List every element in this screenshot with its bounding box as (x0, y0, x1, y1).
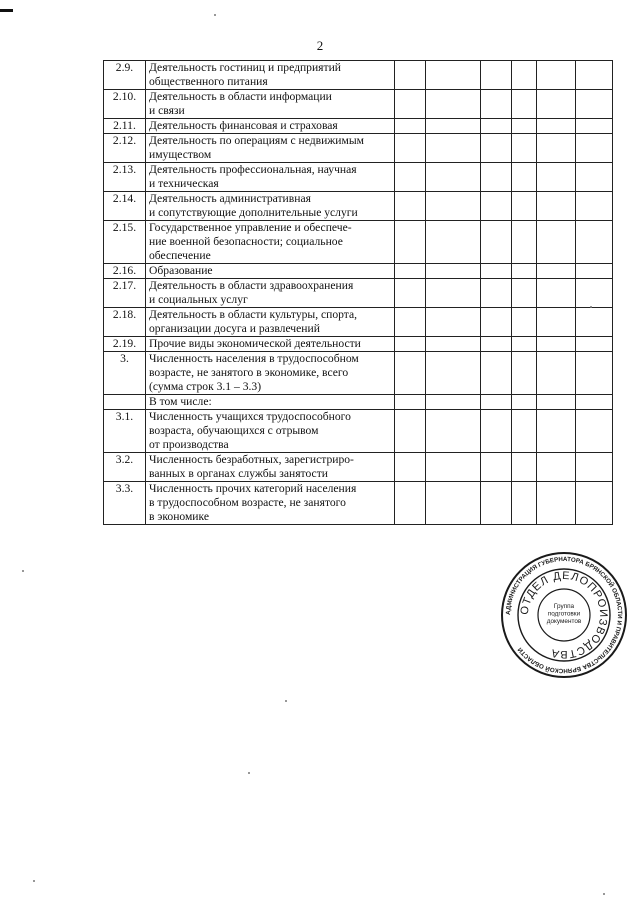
row-number: 2.17. (104, 279, 146, 308)
data-cell (481, 453, 512, 482)
data-cell (512, 134, 537, 163)
table-row (104, 453, 613, 482)
data-cell (426, 337, 481, 352)
data-cell (395, 453, 426, 482)
scan-speck (22, 570, 24, 572)
data-cell (481, 90, 512, 119)
row-label-line: Деятельность административная (149, 192, 311, 205)
row-label (146, 308, 395, 337)
table-row (104, 308, 613, 337)
table-row (104, 90, 613, 119)
row-label (146, 119, 395, 134)
row-number: 2.14. (104, 192, 146, 221)
scan-speck (33, 880, 35, 882)
data-cell (481, 279, 512, 308)
data-cell (576, 352, 613, 395)
data-cell (395, 134, 426, 163)
row-label (146, 453, 395, 482)
data-cell (576, 134, 613, 163)
data-cell (426, 264, 481, 279)
data-cell (426, 221, 481, 264)
data-cell (537, 308, 576, 337)
row-number: 2.16. (104, 264, 146, 279)
data-cell (481, 119, 512, 134)
table-row (104, 163, 613, 192)
data-cell (481, 264, 512, 279)
seal-ring-text: ОТДЕЛ ДЕЛОПРОИЗВОДСТВА (518, 569, 610, 661)
row-label-line: обеспечение (149, 249, 211, 262)
data-cell (426, 119, 481, 134)
row-label-line: Численность учащихся трудоспособного (149, 410, 351, 423)
row-label-line: и сопутствующие дополнительные услуги (149, 206, 358, 219)
data-cell (512, 352, 537, 395)
data-cell (576, 90, 613, 119)
data-cell (481, 482, 512, 525)
table-row (104, 119, 613, 134)
data-cell (576, 279, 613, 308)
row-label (146, 337, 395, 352)
statistics-table (103, 60, 613, 525)
data-cell (537, 337, 576, 352)
data-cell (537, 90, 576, 119)
data-cell (426, 90, 481, 119)
data-cell (426, 410, 481, 453)
row-number: 2.18. (104, 308, 146, 337)
data-cell (395, 279, 426, 308)
table-row (104, 395, 613, 410)
data-cell (426, 395, 481, 410)
row-label-line: организации досуга и развлечений (149, 322, 320, 335)
row-label-line: Численность прочих категорий населения (149, 482, 357, 495)
row-number: 2.11. (104, 119, 146, 134)
data-cell (512, 337, 537, 352)
scan-edge-mark (0, 9, 13, 12)
data-cell (395, 337, 426, 352)
data-cell (537, 410, 576, 453)
data-cell (426, 279, 481, 308)
row-label (146, 279, 395, 308)
data-cell (576, 163, 613, 192)
row-number: 3. (104, 352, 146, 395)
data-cell (537, 61, 576, 90)
row-number: 2.10. (104, 90, 146, 119)
data-cell (537, 453, 576, 482)
data-cell (481, 308, 512, 337)
data-cell (512, 410, 537, 453)
row-label (146, 61, 395, 90)
scan-speck (248, 772, 250, 774)
data-cell (512, 482, 537, 525)
department-seal (500, 551, 628, 679)
row-label-line: Деятельность финансовая и страховая (149, 119, 338, 132)
table-row (104, 192, 613, 221)
row-label (146, 221, 395, 264)
row-label-line: Деятельность в области информации (149, 90, 332, 103)
data-cell (537, 395, 576, 410)
row-number: 2.19. (104, 337, 146, 352)
row-label (146, 395, 395, 410)
seal-center-text: Группа подготовки документов (546, 603, 582, 625)
row-label-line: имуществом (149, 148, 212, 161)
row-label-line: и связи (149, 104, 185, 117)
row-label-line: Государственное управление и обеспече- (149, 221, 352, 234)
data-cell (395, 90, 426, 119)
table-row (104, 279, 613, 308)
row-label-line: Деятельность в области здравоохранения (149, 279, 354, 292)
data-cell (576, 192, 613, 221)
row-label-line: от производства (149, 438, 229, 451)
data-cell (576, 410, 613, 453)
row-label-line: Прочие виды экономической деятельности (149, 337, 361, 350)
row-label-line: Численность безработных, зарегистриро- (149, 453, 354, 466)
table-row (104, 221, 613, 264)
data-cell (512, 395, 537, 410)
data-cell (537, 264, 576, 279)
row-label-line: Деятельность в области культуры, спорта, (149, 308, 358, 321)
row-label-line: В том числе: (149, 395, 212, 408)
data-cell (481, 61, 512, 90)
row-label-line: в экономике (149, 510, 210, 523)
data-cell (576, 308, 613, 337)
scan-speck (603, 893, 605, 895)
data-cell (395, 61, 426, 90)
table-row (104, 61, 613, 90)
data-cell (537, 221, 576, 264)
row-label (146, 410, 395, 453)
data-cell (481, 134, 512, 163)
data-cell (576, 337, 613, 352)
data-cell (481, 221, 512, 264)
row-number: 2.13. (104, 163, 146, 192)
data-cell (512, 453, 537, 482)
data-cell (395, 163, 426, 192)
row-label-line: общественного питания (149, 75, 268, 88)
table-row (104, 337, 613, 352)
row-label-line: ванных в органах службы занятости (149, 467, 328, 480)
row-number (104, 395, 146, 410)
row-label-line: ние военной безопасности; социальное (149, 235, 343, 248)
row-label (146, 192, 395, 221)
data-cell (512, 221, 537, 264)
data-cell (481, 337, 512, 352)
row-number: 3.2. (104, 453, 146, 482)
data-cell (426, 192, 481, 221)
data-cell (395, 352, 426, 395)
data-cell (537, 192, 576, 221)
data-cell (481, 395, 512, 410)
scan-speck (214, 14, 216, 16)
data-cell (537, 119, 576, 134)
row-label-line: Деятельность гостиниц и предприятий (149, 61, 341, 74)
row-label-line: Деятельность по операциям с недвижимым (149, 134, 364, 147)
row-label (146, 352, 395, 395)
data-cell (537, 352, 576, 395)
data-cell (576, 395, 613, 410)
data-cell (537, 163, 576, 192)
data-cell (395, 119, 426, 134)
page-number: 2 (316, 38, 324, 53)
data-cell (426, 163, 481, 192)
data-cell (576, 264, 613, 279)
row-label-line: Численность населения в трудоспособном (149, 352, 359, 365)
table-row (104, 134, 613, 163)
data-cell (426, 134, 481, 163)
row-label-line: возрасте, не занятого в экономике, всего (149, 366, 349, 379)
data-cell (481, 410, 512, 453)
table-row (104, 410, 613, 453)
data-cell (481, 352, 512, 395)
row-number: 2.12. (104, 134, 146, 163)
row-label-line: и социальных услуг (149, 293, 248, 306)
data-cell (537, 482, 576, 525)
row-label (146, 163, 395, 192)
data-cell (512, 279, 537, 308)
data-cell (426, 482, 481, 525)
row-label-line: возраста, обучающихся с отрывом (149, 424, 319, 437)
row-number: 2.9. (104, 61, 146, 90)
data-cell (576, 482, 613, 525)
row-label-line: и техническая (149, 177, 219, 190)
data-cell (537, 279, 576, 308)
row-label-line: (сумма строк 3.1 – 3.3) (149, 380, 262, 393)
row-label-line: Образование (149, 264, 213, 277)
data-cell (576, 61, 613, 90)
data-cell (426, 352, 481, 395)
data-cell (395, 482, 426, 525)
scan-speck (590, 306, 592, 308)
scan-speck (285, 700, 287, 702)
data-cell (481, 192, 512, 221)
data-cell (576, 221, 613, 264)
data-cell (426, 453, 481, 482)
data-cell (426, 308, 481, 337)
data-cell (395, 395, 426, 410)
data-cell (512, 163, 537, 192)
data-cell (395, 221, 426, 264)
data-cell (481, 163, 512, 192)
data-cell (512, 61, 537, 90)
row-number: 3.1. (104, 410, 146, 453)
data-cell (576, 453, 613, 482)
data-cell (395, 192, 426, 221)
row-number: 3.3. (104, 482, 146, 525)
data-cell (512, 90, 537, 119)
row-label (146, 482, 395, 525)
row-label (146, 264, 395, 279)
row-label (146, 90, 395, 119)
data-cell (395, 308, 426, 337)
data-cell (576, 119, 613, 134)
data-cell (512, 119, 537, 134)
data-cell (512, 264, 537, 279)
data-cell (512, 308, 537, 337)
data-cell (395, 264, 426, 279)
data-cell (537, 134, 576, 163)
table-row (104, 352, 613, 395)
row-label-line: Деятельность профессиональная, научная (149, 163, 357, 176)
table-row (104, 264, 613, 279)
seal-outer-text: АДМИНИСТРАЦИЯ ГУБЕРНАТОРА БРЯНСКОЙ ОБЛАСТИ И ПРАВИТЕЛЬСТВА БРЯНСКОЙ ОБЛАСТИ (504, 555, 624, 675)
data-cell (426, 61, 481, 90)
row-label (146, 134, 395, 163)
data-cell (512, 192, 537, 221)
row-label-line: в трудоспособном возрасте, не занятого (149, 496, 346, 509)
table-row (104, 482, 613, 525)
data-cell (395, 410, 426, 453)
row-number: 2.15. (104, 221, 146, 264)
